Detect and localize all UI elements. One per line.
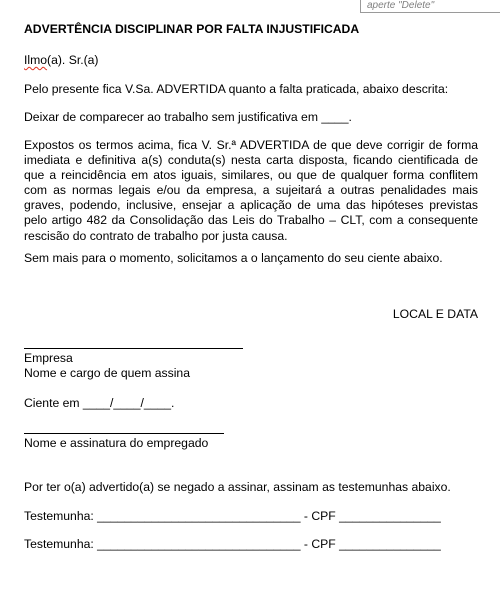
refusal-statement: Por ter o(a) advertido(a) se negado a assinar, assinam as testemunhas abaixo. [24,480,451,494]
salutation [24,53,99,67]
closing-paragraph: Sem mais para o momento, solicitamos a o lançamento do seu ciente abaixo. [24,251,443,265]
witness-line-2: Testemunha: ______________________________ - CPF _______________ [24,537,441,551]
local-and-date: LOCAL E DATA [392,307,478,321]
acknowledgement-date: Ciente em ____/____/____. [24,396,175,410]
salutation-rest: (a). Sr.(a) [47,53,99,67]
company-signature-line [24,348,243,349]
salutation-misspelled-word: Ilmo [24,53,48,67]
document-title: ADVERTÊNCIA DISCIPLINAR POR FALTA INJUSTIFICADA [24,22,360,36]
signer-label: Nome e cargo de quem assina [24,366,190,380]
instruction-hint: aperte "Delete" [360,0,500,13]
fault-description: Deixar de comparecer ao trabalho sem justificativa em ____. [24,110,352,124]
employee-label: Nome e assinatura do empregado [24,436,209,450]
company-label: Empresa [24,351,73,365]
body-paragraph: Expostos os termos acima, fica V. Sr.ª ADVERTIDA de que deve corrigir de forma imediata e definitiva a(s) conduta(s) nesta carta disposta, ficando cientificada de que a reincidência em atos iguais, similares, ou que de qualquer forma conflitem com as normas legais e/ou da empresa, a sujeitará a outras penalidades mais graves, podendo, inclusive, ensejar a aplicação de uma das hipóteses previstas pelo artigo 482 da Consolidação das Leis do Trabalho – CLT, com a consequente rescisão do contrato de trabalho por justa causa. [24,138,478,243]
employee-signature-line [24,433,224,434]
witness-line-1: Testemunha: ______________________________ - CPF _______________ [24,509,441,523]
intro-paragraph: Pelo presente fica V.Sa. ADVERTIDA quanto a falta praticada, abaixo descrita: [24,82,449,96]
